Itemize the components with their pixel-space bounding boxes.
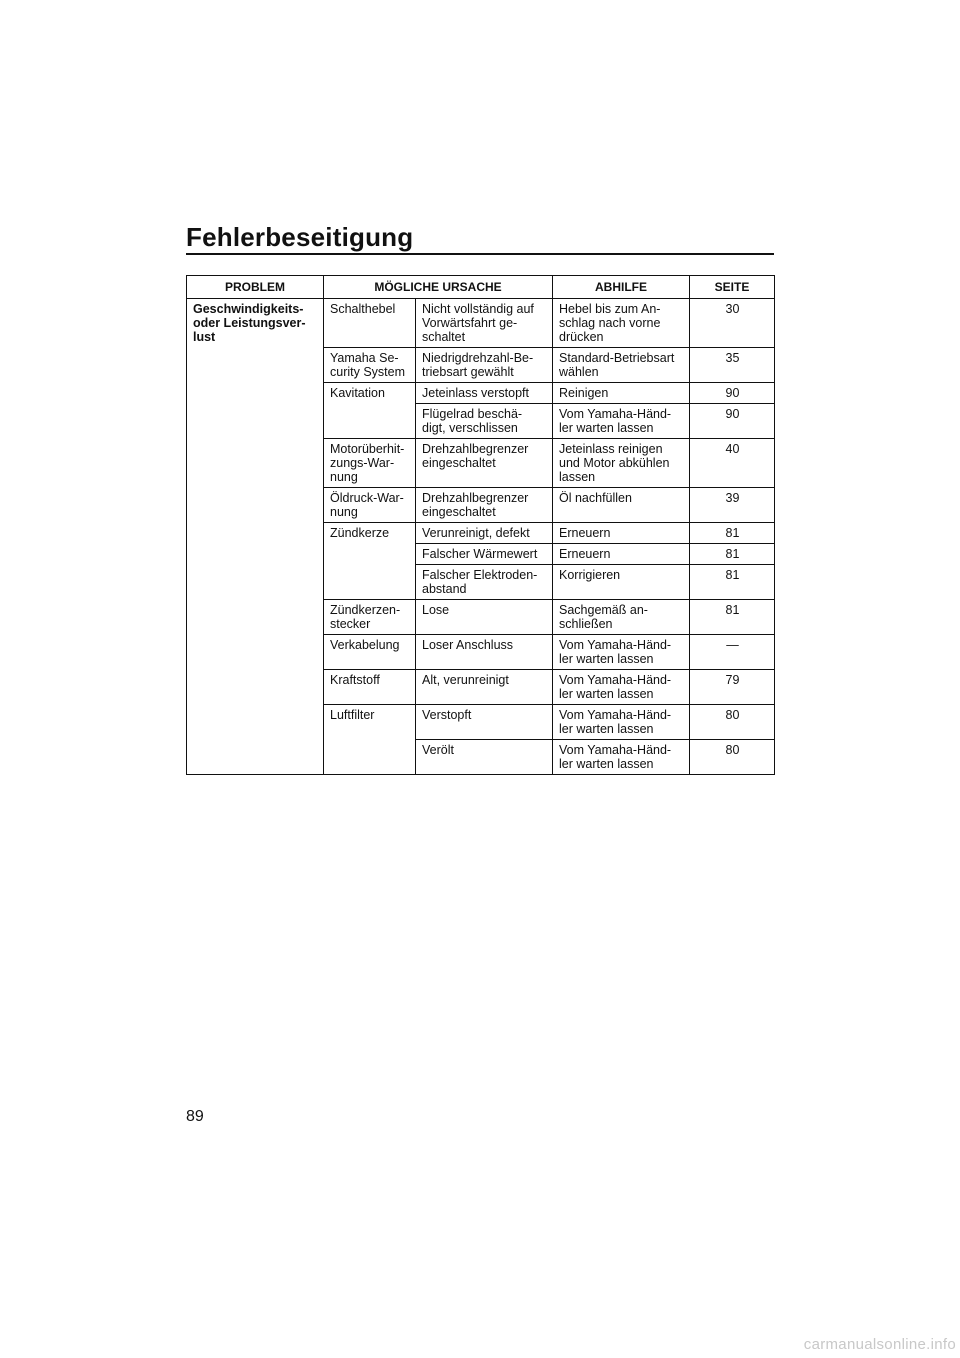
cell-line: ler warten lassen — [559, 757, 654, 771]
cell-line: Zündkerzen- — [330, 603, 401, 617]
remedy-cell — [553, 348, 690, 383]
cell-line: schaltet — [422, 330, 466, 344]
remedy-cell — [553, 544, 690, 565]
page-cell: 81 — [690, 523, 775, 544]
cell-line: Standard-Betriebsart — [559, 351, 675, 365]
component-cell — [324, 348, 416, 383]
cause-cell — [416, 670, 553, 705]
cell-line: abstand — [422, 582, 467, 596]
remedy-cell — [553, 383, 690, 404]
cell-line: Drehzahlbegrenzer — [422, 442, 529, 456]
component-cell — [324, 439, 416, 488]
cell-line: schließen — [559, 617, 613, 631]
component-cell — [324, 299, 416, 348]
remedy-cell — [553, 523, 690, 544]
cell-line: nung — [330, 505, 358, 519]
page-number: 89 — [186, 1108, 204, 1125]
remedy-cell — [553, 565, 690, 600]
cell-line: Verkabelung — [330, 638, 400, 652]
header-problem: PROBLEM — [187, 276, 324, 299]
cell-line: und Motor abkühlen — [559, 456, 670, 470]
cell-line: drücken — [559, 330, 604, 344]
cause-cell — [416, 544, 553, 565]
cause-cell — [416, 600, 553, 635]
cell-line: Drehzahlbegrenzer — [422, 491, 529, 505]
cell-line: Verstopft — [422, 708, 472, 722]
page-cell: 81 — [690, 544, 775, 565]
cause-cell — [416, 299, 553, 348]
cell-line: Erneuern — [559, 547, 611, 561]
header-page: SEITE — [690, 276, 775, 299]
page-cell: 30 — [690, 299, 775, 348]
remedy-cell — [553, 740, 690, 775]
cause-cell — [416, 705, 553, 740]
page-cell: 90 — [690, 404, 775, 439]
component-cell — [324, 705, 416, 775]
cause-cell — [416, 383, 553, 404]
cell-line: wählen — [559, 365, 599, 379]
cell-line: Motorüberhit- — [330, 442, 405, 456]
remedy-cell — [553, 404, 690, 439]
cause-cell — [416, 348, 553, 383]
cell-line: Kavitation — [330, 386, 385, 400]
cell-line: Niedrigdrehzahl-Be- — [422, 351, 534, 365]
cell-line: stecker — [330, 617, 371, 631]
title-divider — [186, 253, 774, 255]
table-row — [187, 299, 775, 348]
cell-line: Jeteinlass verstopft — [422, 386, 529, 400]
cell-line: Luftfilter — [330, 708, 375, 722]
cell-line: Verölt — [422, 743, 454, 757]
cell-line: Jeteinlass reinigen — [559, 442, 663, 456]
remedy-cell — [553, 635, 690, 670]
remedy-cell — [553, 439, 690, 488]
cell-line: Öldruck-War- — [330, 491, 404, 505]
cell-line: triebsart gewählt — [422, 365, 514, 379]
page-cell: 35 — [690, 348, 775, 383]
cell-line: Vom Yamaha-Händ- — [559, 708, 672, 722]
cause-cell — [416, 523, 553, 544]
cell-line: lassen — [559, 470, 596, 484]
remedy-cell — [553, 705, 690, 740]
cell-line: Alt, verunreinigt — [422, 673, 509, 687]
cell-line: Nicht vollständig auf — [422, 302, 534, 316]
cell-line: Geschwindigkeits- — [193, 302, 304, 316]
cell-line: Lose — [422, 603, 450, 617]
cell-line: Korrigieren — [559, 568, 621, 582]
cell-line: nung — [330, 470, 358, 484]
page-cell: 90 — [690, 383, 775, 404]
cell-line: Kraftstoff — [330, 673, 380, 687]
page-cell: 81 — [690, 600, 775, 635]
cell-line: ler warten lassen — [559, 687, 654, 701]
cell-line: Yamaha Se- — [330, 351, 399, 365]
page-cell: 79 — [690, 670, 775, 705]
cell-line: Loser Anschluss — [422, 638, 514, 652]
cause-cell — [416, 488, 553, 523]
cause-cell — [416, 565, 553, 600]
cell-line: lust — [193, 330, 216, 344]
cell-line: eingeschaltet — [422, 456, 496, 470]
cell-line: ler warten lassen — [559, 722, 654, 736]
cell-line: Erneuern — [559, 526, 611, 540]
cell-line: Hebel bis zum An- — [559, 302, 661, 316]
remedy-cell — [553, 488, 690, 523]
cell-line: schlag nach vorne — [559, 316, 661, 330]
page-cell: 39 — [690, 488, 775, 523]
troubleshooting-table — [186, 275, 775, 775]
watermark: carmanualsonline.info — [803, 1336, 956, 1353]
page-cell: 81 — [690, 565, 775, 600]
cell-line: zungs-War- — [330, 456, 395, 470]
remedy-cell — [553, 600, 690, 635]
remedy-cell — [553, 670, 690, 705]
cell-line: Vorwärtsfahrt ge- — [422, 316, 518, 330]
page-cell: — — [690, 635, 775, 670]
header-remedy: ABHILFE — [553, 276, 690, 299]
page-cell: 80 — [690, 705, 775, 740]
component-cell — [324, 670, 416, 705]
table-header-row — [187, 276, 775, 299]
cell-line: Zündkerze — [330, 526, 390, 540]
cell-line: Falscher Wärmewert — [422, 547, 538, 561]
cell-line: Sachgemäß an- — [559, 603, 648, 617]
page-cell: 40 — [690, 439, 775, 488]
component-cell — [324, 488, 416, 523]
page-cell: 80 — [690, 740, 775, 775]
cell-line: Falscher Elektroden- — [422, 568, 538, 582]
component-cell — [324, 635, 416, 670]
page-title: Fehlerbeseitigung — [186, 222, 414, 252]
cell-line: Schalthebel — [330, 302, 396, 316]
component-cell — [324, 523, 416, 600]
cell-line: Vom Yamaha-Händ- — [559, 638, 672, 652]
cause-cell — [416, 404, 553, 439]
remedy-cell — [553, 299, 690, 348]
cell-line: Verunreinigt, defekt — [422, 526, 530, 540]
cell-line: ler warten lassen — [559, 421, 654, 435]
cell-line: Vom Yamaha-Händ- — [559, 407, 672, 421]
header-cause: MÖGLICHE URSACHE — [324, 276, 553, 299]
cell-line: curity System — [330, 365, 406, 379]
table-body — [187, 299, 775, 775]
cell-line: Flügelrad beschä- — [422, 407, 523, 421]
cause-cell — [416, 635, 553, 670]
cause-cell — [416, 740, 553, 775]
component-cell — [324, 600, 416, 635]
cause-cell — [416, 439, 553, 488]
cell-line: Vom Yamaha-Händ- — [559, 743, 672, 757]
cell-line: ler warten lassen — [559, 652, 654, 666]
cell-line: oder Leistungsver- — [193, 316, 306, 330]
component-cell — [324, 383, 416, 439]
problem-cell — [187, 299, 324, 775]
cell-line: eingeschaltet — [422, 505, 496, 519]
cell-line: Vom Yamaha-Händ- — [559, 673, 672, 687]
cell-line: digt, verschlissen — [422, 421, 518, 435]
cell-line: Öl nachfüllen — [559, 491, 632, 505]
cell-line: Reinigen — [559, 386, 609, 400]
